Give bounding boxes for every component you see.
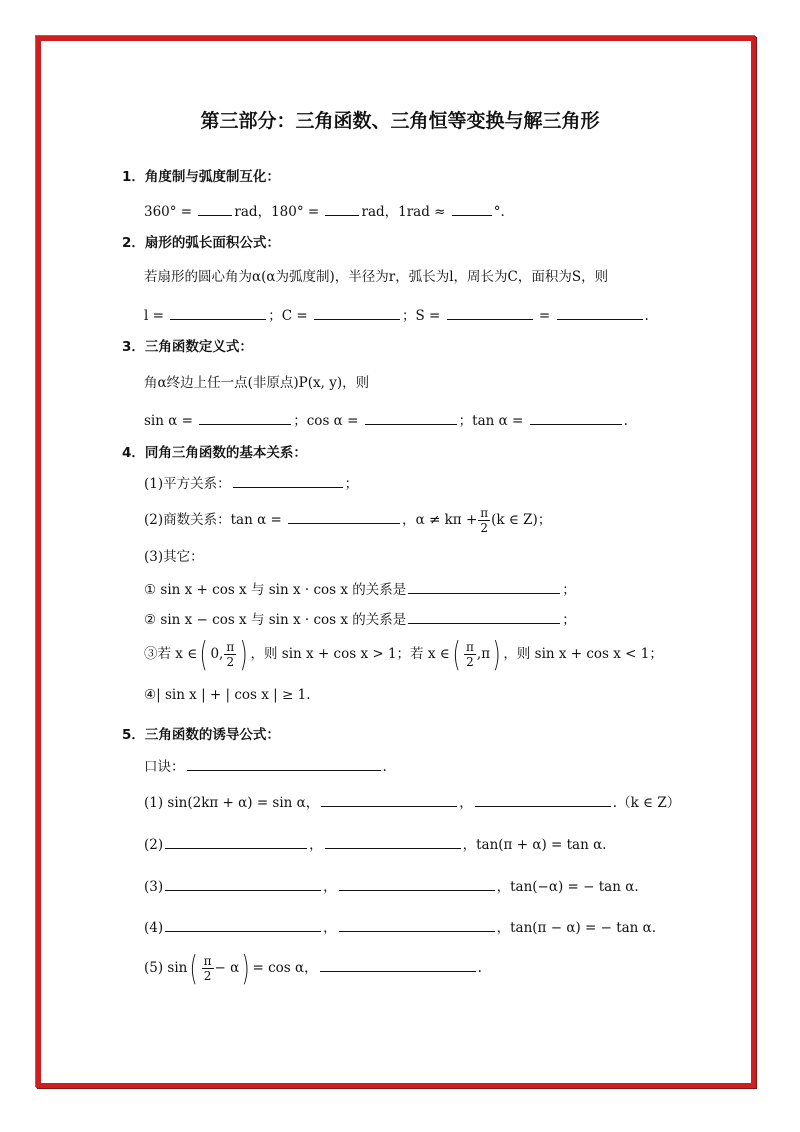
induction-row-2 [144,835,606,854]
frac-den: 2 [466,655,474,669]
quotient-label: (2)商数关系：tan α = [144,512,287,528]
square-label: (1)平方关系： [144,476,231,492]
quotient-relation [144,503,551,537]
blank-square[interactable] [233,474,343,488]
period: . [623,413,628,429]
other-item-1 [144,580,576,599]
section-3-heading: 3．三角函数定义式： [122,339,253,355]
frac-den: 2 [480,521,489,535]
s-label: ；S = [401,308,445,324]
blank-s2[interactable] [557,306,643,320]
induction-row-4 [144,918,656,937]
section-2-desc: 若扇形的圆心角为α(α为弧度制)，半径为r，弧长为l，周长为C，面积为S，则 [144,269,609,285]
fraction-pi-over-2 [224,640,236,669]
other-item-4: ④| sin x | + | cos x | ≥ 1. [144,687,311,703]
blank-row-2a[interactable] [165,835,307,849]
equals: = [534,308,555,324]
comma: ， [459,795,473,811]
item-3-text-d: ,π [476,646,491,662]
blank-row-4b[interactable] [339,918,495,932]
frac-num: π [203,954,212,968]
row-5-text-c: = cos α， [252,960,318,976]
mnemonic-label: 口诀： [144,759,185,775]
frac-num: π [480,506,489,520]
blank-360[interactable] [198,202,232,216]
item-3-text-e: ，则 sin x + cos x < 1； [503,646,663,662]
blank-quotient[interactable] [288,510,400,524]
blank-row-1a[interactable] [321,793,457,807]
quotient-condition: ，α ≠ kπ + [402,512,478,528]
cos-label: ；cos α = [293,413,363,429]
comma: ， [323,879,337,895]
row-3-end: ，tan(−α) = − tan α. [496,879,639,895]
section-4-heading: 4．同角三角函数的基本关系： [122,445,307,461]
item-1-text: ① sin x + cos x 与 sin x · cos x 的关系是 [144,582,407,598]
blank-row-3b[interactable] [339,877,495,891]
mnemonic-line [144,757,387,776]
blank-cos[interactable] [365,411,457,425]
period: . [644,308,649,324]
item-3-text-b: 0, [210,646,224,662]
l-label: l = [144,308,169,324]
blank-row-1b[interactable] [475,793,611,807]
semicolon: ； [562,612,576,628]
semicolon: ； [562,582,576,598]
blank-l[interactable] [170,306,266,320]
row-4-label: (4) [144,920,164,936]
row-1-text: (1) sin(2kπ + α) = sin α， [144,795,320,811]
frac-num: π [226,640,235,654]
blank-row-3a[interactable] [165,877,321,891]
sin-label: sin α = [144,413,198,429]
blank-c[interactable] [314,306,400,320]
right-paren: ) [492,634,501,675]
induction-row-1 [144,793,680,812]
left-paren: ( [190,948,198,989]
induction-row-5 [144,948,482,989]
row-3-label: (3) [144,879,164,895]
frac-den: 2 [203,969,212,983]
other-item-2 [144,610,576,629]
blank-item-1[interactable] [408,580,560,594]
section-3-formulas [144,411,628,430]
row-1-end: .（k ∈ Z） [612,795,681,811]
comma: ， [323,920,337,936]
blank-tan[interactable] [530,411,622,425]
blank-sin[interactable] [199,411,291,425]
fraction-pi-over-2 [478,506,490,535]
c-label: ；C = [268,308,312,324]
other-item-3 [144,634,663,675]
blank-item-2[interactable] [408,610,560,624]
quotient-end: (k ∈ Z)； [491,512,552,528]
blank-row-2b[interactable] [325,835,461,849]
blank-row-4a[interactable] [165,918,321,932]
text-degree: °. [493,204,505,220]
row-2-end: ，tan(π + α) = tan α. [462,837,607,853]
item-3-text-c: ，则 sin x + cos x > 1；若 x ∈ [250,646,450,662]
frac-num: π [466,640,474,654]
blank-1rad[interactable] [452,202,492,216]
section-1-line [144,202,505,221]
row-2-label: (2) [144,837,164,853]
section-2-formulas [144,306,649,325]
frac-den: 2 [226,655,235,669]
blank-s1[interactable] [447,306,533,320]
section-3-desc: 角α终边上任一点(非原点)P(x, y)，则 [144,375,370,391]
row-5-text-a: (5) sin [144,960,188,976]
right-paren: ) [239,634,248,675]
period: . [382,759,387,775]
text-1rad: rad，1rad ≈ [361,204,450,220]
other-label: (3)其它： [144,549,204,565]
induction-row-3 [144,877,639,896]
text-360: 360° = [144,204,197,220]
fraction-pi-over-2 [464,640,476,669]
row-4-end: ，tan(π − α) = − tan α. [496,920,657,936]
text-180: rad，180° = [234,204,324,220]
blank-180[interactable] [325,202,359,216]
left-paren: ( [452,634,461,675]
row-5-text-b: − α [214,960,240,976]
comma: ， [309,837,323,853]
item-3-text-a: ③若 x ∈ [144,646,198,662]
square-relation [144,474,358,493]
period: . [477,960,482,976]
right-paren: ) [241,948,250,989]
fraction-pi-over-2 [202,954,214,983]
blank-row-5[interactable] [320,958,476,972]
blank-mnemonic[interactable] [187,757,381,771]
tan-label: ；tan α = [458,413,528,429]
semicolon: ； [344,476,359,492]
page-title: 第三部分：三角函数、三角恒等变换与解三角形 [200,110,600,132]
section-5-heading: 5．三角函数的诱导公式： [122,727,280,743]
section-2-heading: 2．扇形的弧长面积公式： [122,235,280,251]
left-paren: ( [199,634,208,675]
section-1-heading: 1．角度制与弧度制互化： [122,169,280,185]
item-2-text: ② sin x − cos x 与 sin x · cos x 的关系是 [144,612,407,628]
